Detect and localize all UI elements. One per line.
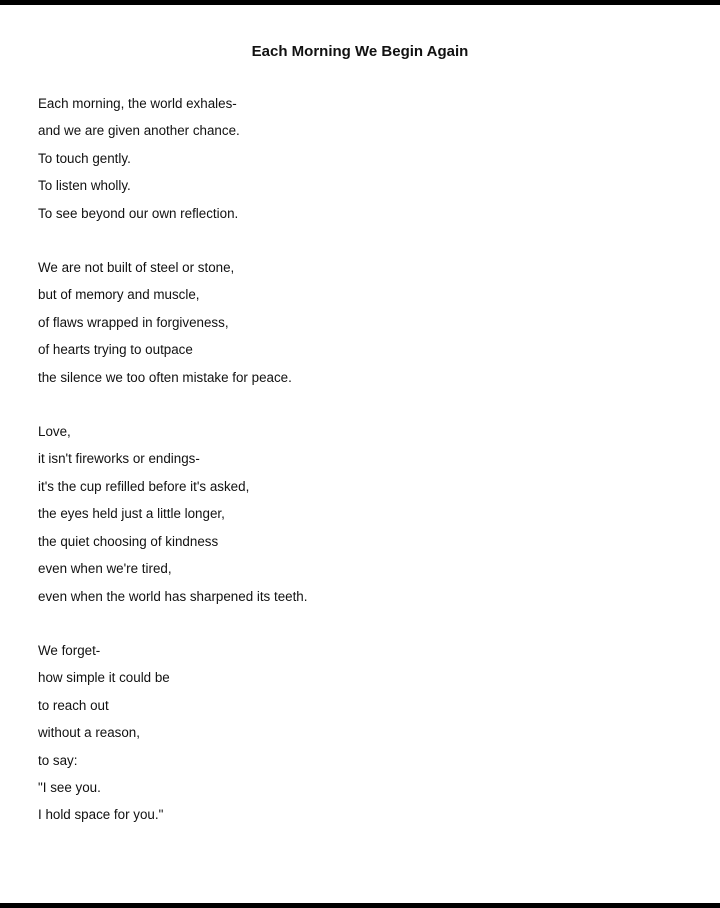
stanza-1 [38, 90, 678, 227]
poem-line: it's the cup refilled before it's asked, [38, 478, 250, 494]
poem-line: To touch gently. [38, 150, 131, 166]
poem-line: to reach out [38, 697, 109, 713]
poem-line: even when the world has sharpened its teeth. [38, 588, 308, 604]
poem-line: "I see you. [38, 779, 101, 795]
poem-line: We forget- [38, 642, 101, 658]
poem-line: To listen wholly. [38, 178, 131, 194]
poem-line: the silence we too often mistake for peace. [38, 369, 292, 385]
poem-line: Love, [38, 424, 71, 440]
poem-line: and we are given another chance. [38, 123, 240, 139]
poem-line: of flaws wrapped in forgiveness, [38, 314, 229, 330]
top-border [0, 0, 720, 5]
poem-line: but of memory and muscle, [38, 287, 200, 303]
poem-line: the eyes held just a little longer, [38, 506, 225, 522]
poem-line: it isn't fireworks or endings- [38, 451, 200, 467]
poem-line: without a reason, [38, 725, 140, 741]
stanza-3 [38, 418, 678, 610]
poem-title: Each Morning We Begin Again [251, 43, 469, 60]
bottom-border [0, 903, 720, 908]
poem-body [38, 90, 678, 856]
poem-line: Each morning, the world exhales- [38, 96, 237, 111]
poem-line: to say: [38, 752, 78, 768]
poem-line: I hold space for you." [38, 807, 164, 823]
stanza-4 [38, 637, 678, 829]
poem-line: even when we're tired, [38, 561, 172, 577]
poem-line: the quiet choosing of kindness [38, 533, 219, 549]
poem-line: of hearts trying to outpace [38, 342, 193, 358]
stanza-2 [38, 254, 678, 391]
poem-line: To see beyond our own reflection. [38, 205, 239, 221]
poem-line: how simple it could be [38, 670, 170, 686]
poem-line: We are not built of steel or stone, [38, 260, 235, 276]
